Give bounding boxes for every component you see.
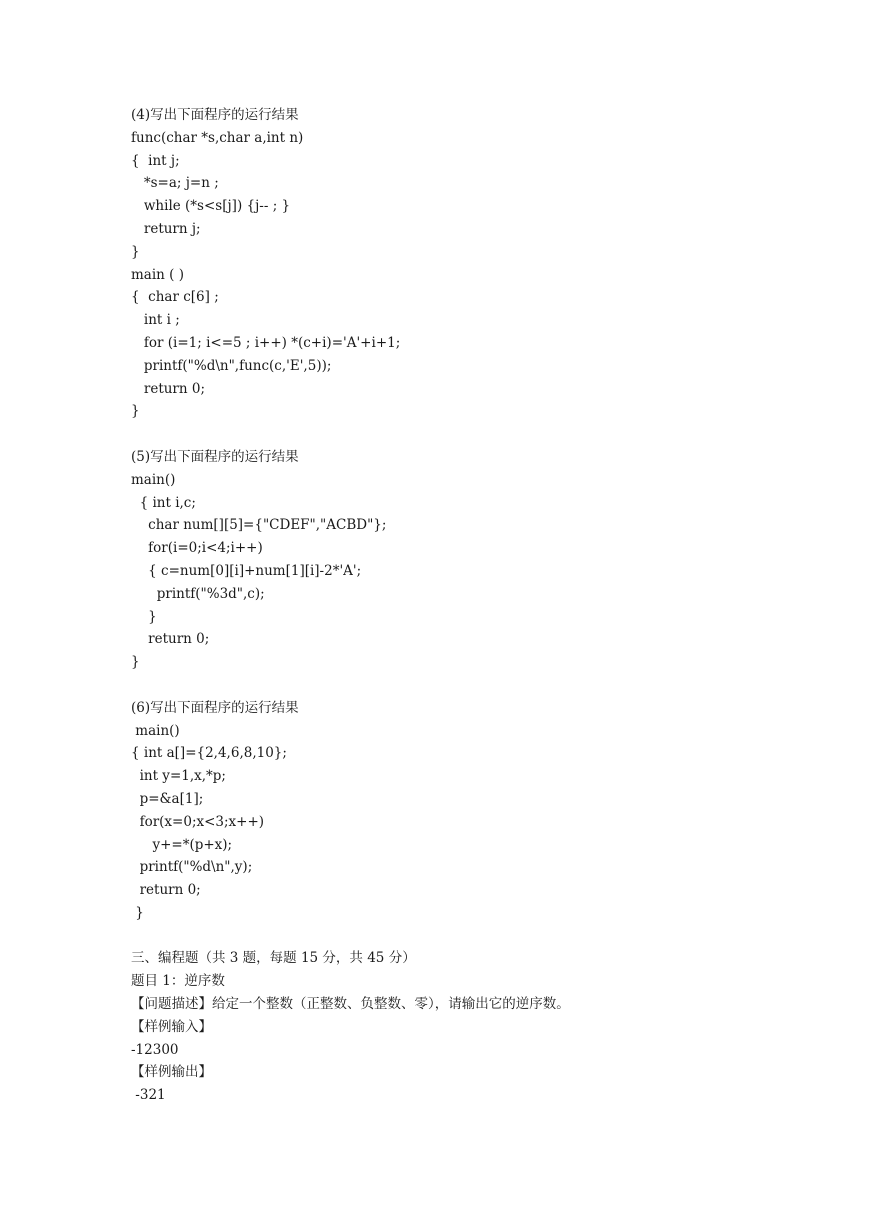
q6-code-line: printf("%d\n",y); [131, 859, 253, 876]
q4-code-line: { int j; [131, 152, 180, 169]
problem-title: 题目 1：逆序数 [131, 973, 225, 990]
q4-code-line: main ( ) [131, 266, 184, 283]
q5-code-line: } [131, 608, 157, 625]
q4-code-line: *s=a; j=n ; [131, 175, 219, 192]
q4-code-line: return j; [131, 220, 201, 237]
q4-code-line: } [131, 403, 140, 420]
document-page [131, 104, 831, 1107]
q5-code-line: { int i,c; [131, 494, 196, 511]
q4-code-line: while (*s<s[j]) {j-- ; } [131, 198, 291, 215]
q6-code-line: int y=1,x,*p; [131, 768, 226, 785]
q6-code-line: { int a[]={2,4,6,8,10}; [131, 745, 287, 762]
q4-code-line: int i ; [131, 312, 180, 329]
q6-code-line: return 0; [131, 882, 201, 899]
sample-input: -12300 [131, 1041, 179, 1058]
q6-code-line: for(x=0;x<3;x++) [131, 813, 265, 830]
spacer [131, 423, 831, 446]
q5-code-line: } [131, 654, 140, 671]
sample-input-label: 【样例输入】 [131, 1018, 212, 1035]
q6-code-line: } [131, 904, 144, 921]
sample-output: -321 [131, 1087, 166, 1104]
q6-heading: (6)写出下面程序的运行结果 [131, 699, 299, 716]
q5-code-line: char num[][5]={"CDEF","ACBD"}; [131, 517, 387, 534]
q5-code-line: main() [131, 471, 176, 488]
section3-heading: 三、编程题（共 3 题，每题 15 分，共 45 分） [131, 950, 416, 967]
q4-code-line: { char c[6] ; [131, 289, 219, 306]
q6-code-line: main() [131, 722, 180, 739]
q5-code-line: { c=num[0][i]+num[1][i]-2*'A'; [131, 562, 362, 579]
q5-heading: (5)写出下面程序的运行结果 [131, 448, 299, 465]
q6-code-line: p=&a[1]; [131, 790, 204, 807]
q4-code-line: } [131, 243, 140, 260]
q5-code-line: printf("%3d",c); [131, 585, 265, 602]
q4-heading: (4)写出下面程序的运行结果 [131, 107, 299, 123]
sample-output-label: 【样例输出】 [131, 1064, 212, 1081]
q6-code-line: y+=*(p+x); [131, 836, 233, 853]
q4-code-line: return 0; [131, 380, 206, 397]
q4-code-line: printf("%d\n",func(c,'E',5)); [131, 357, 332, 374]
problem-description: 【问题描述】给定一个整数（正整数、负整数、零），请输出它的逆序数。 [131, 996, 570, 1013]
q4-code-line: for (i=1; i<=5 ; i++) *(c+i)='A'+i+1; [131, 334, 401, 351]
q4-code-line: func(char *s,char a,int n) [131, 129, 304, 146]
q5-code-line: for(i=0;i<4;i++) [131, 540, 263, 557]
q5-code-line: return 0; [131, 631, 210, 648]
spacer [131, 674, 831, 697]
spacer [131, 925, 831, 948]
